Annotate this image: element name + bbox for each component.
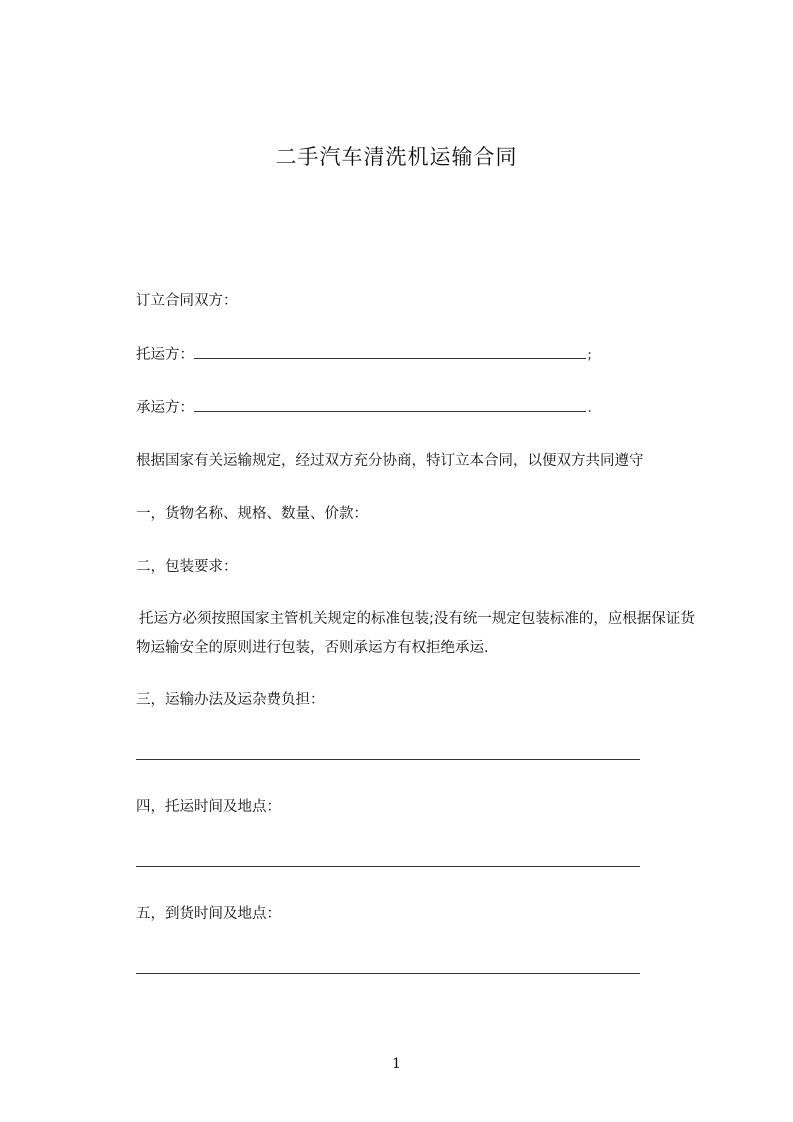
section-2-body: 托运方必须按照国家主管机关规定的标准包装;没有统一规定包装标准的，应根据保证货物运输安全的原则进行包装，否则承运方有权拒绝承运. bbox=[136, 611, 695, 656]
section-2-heading: 二，包装要求： bbox=[136, 559, 238, 575]
shipper-blank[interactable] bbox=[194, 344, 586, 359]
section-4-heading: 四，托运时间及地点： bbox=[136, 799, 281, 815]
page-number: 1 bbox=[392, 1056, 401, 1072]
document-title: 二手汽车清洗机运输合同 bbox=[275, 145, 518, 169]
carrier-label: 承运方： bbox=[136, 400, 194, 416]
section-1-heading: 一，货物名称、规格、数量、价款： bbox=[136, 506, 368, 522]
section-3-heading: 三，运输办法及运杂费负担： bbox=[136, 692, 325, 708]
shipper-tail: ; bbox=[586, 348, 594, 362]
carrier-blank[interactable] bbox=[194, 397, 586, 412]
section-5-blank[interactable] bbox=[136, 973, 640, 974]
section-4-blank[interactable] bbox=[136, 866, 640, 867]
section-3-blank[interactable] bbox=[136, 759, 640, 760]
carrier-line bbox=[136, 397, 593, 418]
carrier-tail: . bbox=[586, 401, 594, 415]
shipper-label: 托运方： bbox=[136, 347, 194, 363]
preamble-text: 根据国家有关运输规定，经过双方充分协商，特订立本合同，以便双方共同遵守 bbox=[136, 453, 644, 469]
parties-heading: 订立合同双方： bbox=[136, 293, 238, 309]
shipper-line bbox=[136, 344, 593, 365]
section-5-heading: 五，到货时间及地点： bbox=[136, 906, 281, 922]
